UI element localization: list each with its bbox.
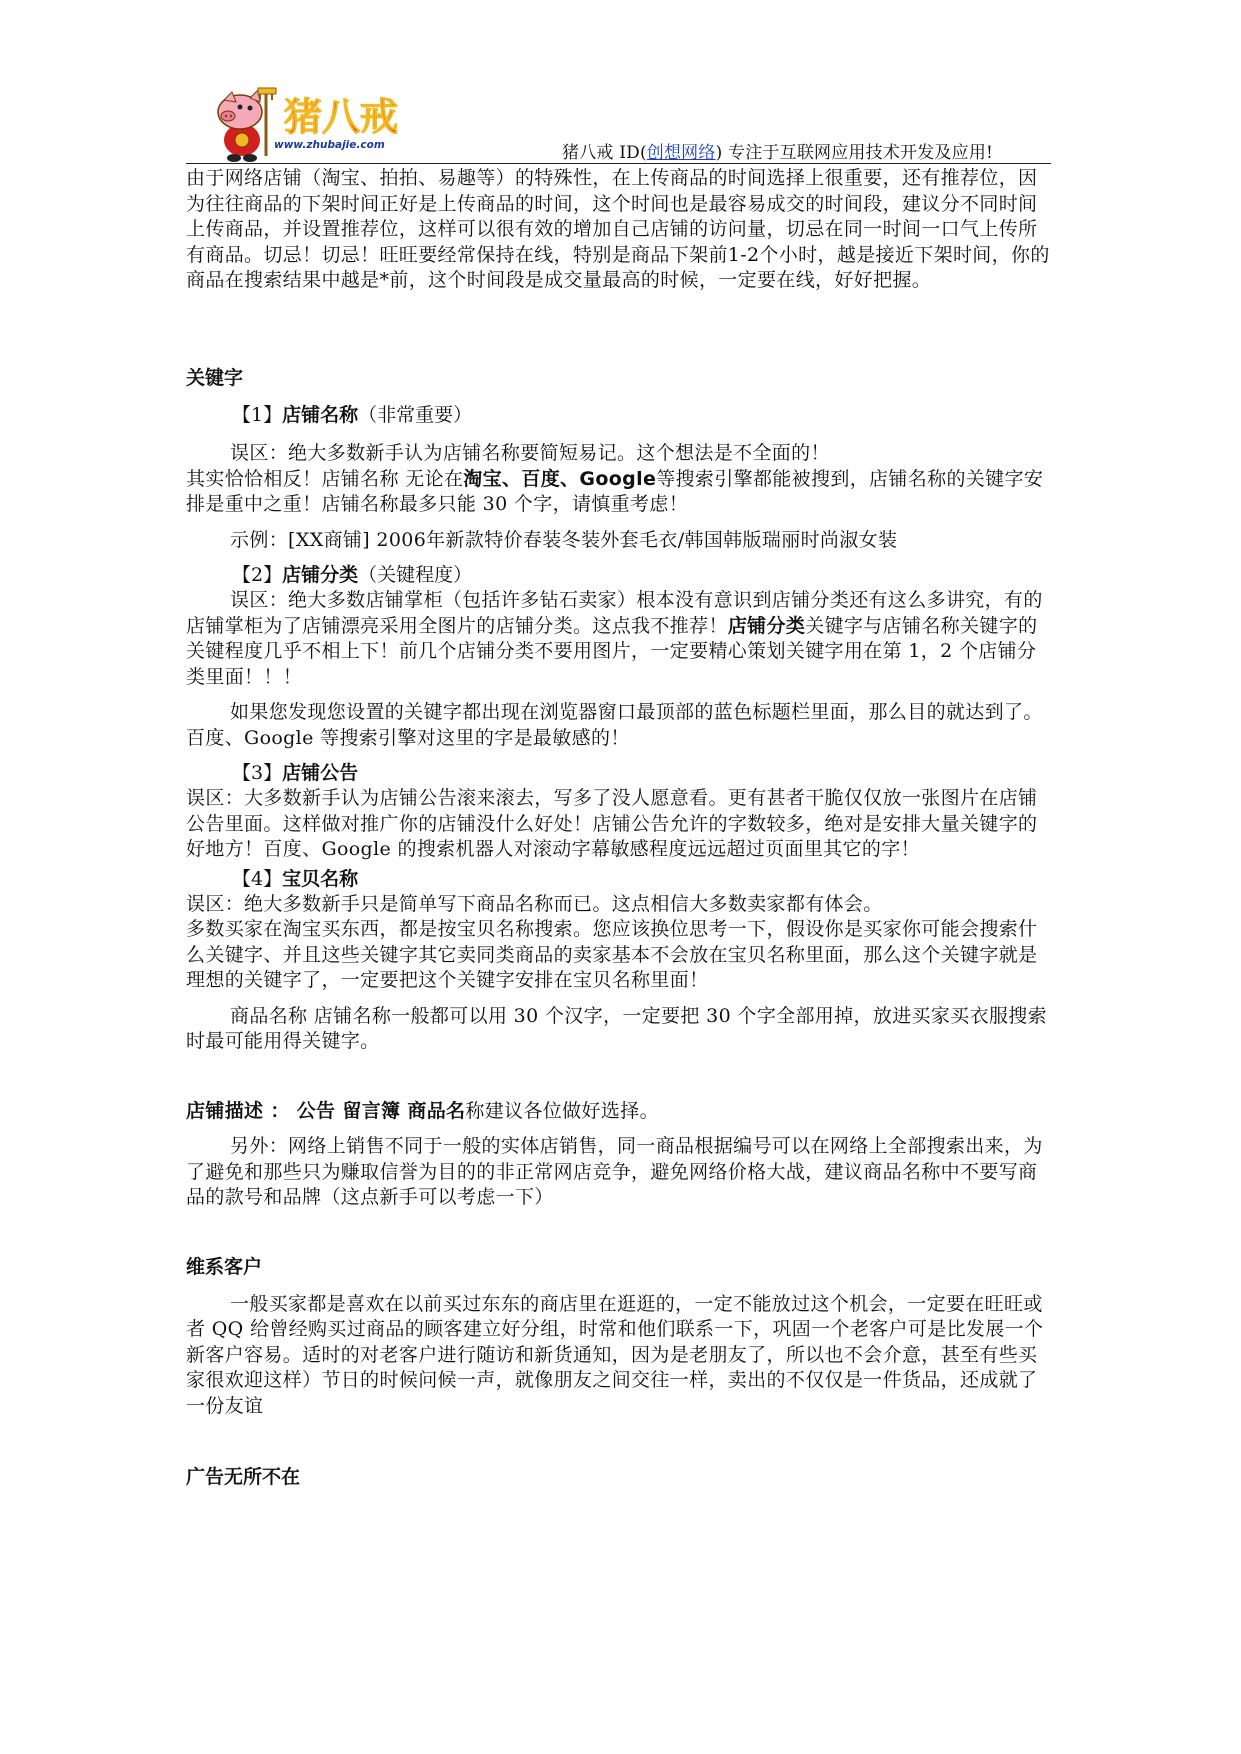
header-divider (186, 163, 1051, 164)
document-body (186, 166, 1051, 1490)
keywords-section-4-title: 【4】宝贝名称 (232, 867, 359, 890)
store-description-paragraph: 另外：网络上销售不同于一般的实体店销售，同一商品根据编号可以在网络上全部搜索出来，为了避免和那些只为赚取信誉为目的的非正常网店竞争，避免网络价格大战，建议商品名称中不要写商品的款号和品牌（这点新手可以考虑一下） (186, 1135, 1043, 1208)
logo-text: 猪八戒 (284, 95, 399, 139)
keywords-s1-p2: 其实恰恰相反！店铺名称 无论在淘宝、百度、Google等搜索引擎都能被搜到，店铺名称的关键字安排是重中之重！店铺名称最多只能 30 个字，请慎重考虑！ (186, 467, 1044, 515)
intro-paragraph: 由于网络店铺（淘宝、拍拍、易趣等）的特殊性，在上传商品的时间选择上很重要，还有推荐位，因为往往商品的下架时间正好是上传商品的时间，这个时间也是最容易成交的时间段，建议分不同时间上传商品，并设置推荐位，这样可以很有效的增加自己店铺的访问量，切忌在同一时间一口气上传所有商品。切忌！切忌！旺旺要经常保持在线，特别是商品下架前1-2个小时，越是接近下架时间，你的商品在搜索结果中越是*前，这个时间段是成交量最高的时候，一定要在线，好好把握。 (186, 167, 1050, 291)
header-tagline: 猪八戒 ID(创想网络) 专注于互联网应用技术开发及应用! (562, 143, 994, 163)
keywords-section-1-title: 【1】店铺名称（非常重要） (232, 404, 473, 426)
keywords-s2-p1: 误区：绝大多数店铺掌柜（包括许多钻石卖家）根本没有意识到店铺分类还有这么多讲究，有的店铺掌柜为了店铺漂亮采用全图片的店铺分类。这点我不推荐！店铺分类关键字与店铺名称关键字的关键程度几乎不相上下！前几个店铺分类不要用图片，一定要精心策划关键字用在第 1，2 个店铺分类里面！！！ (186, 589, 1043, 688)
heading-ads: 广告无所不在 (186, 1466, 301, 1488)
keywords-s1-p1: 误区：绝大多数新手认为店铺名称要简短易记。这个想法是不全面的！ (230, 442, 830, 464)
keywords-s3-p1: 误区：大多数新手认为店铺公告滚来滚去，写多了没人愿意看。更有甚者干脆仅仅放一张图片在店铺公告里面。这样做对推广你的店铺没什么好处！店铺公告允许的字数较多，绝对是安排大量关键字的好地方！百度、Google 的搜索机器人对滚动字幕敏感程度远远超过页面里其它的字！ (186, 787, 1038, 860)
heading-customers: 维系客户 (186, 1255, 263, 1278)
keywords-s4-p1: 误区：绝大多数新手只是简单写下商品名称而已。这点相信大多数卖家都有体会。 (186, 892, 883, 915)
store-description-line: 店铺描述 ： 公告 留言簿 商品名称建议各位做好选择。 (186, 1099, 659, 1122)
logo-url: www.zhubajie.com (274, 139, 385, 151)
keywords-s4-p3: 商品名称 店铺名称一般都可以用 30 个汉字，一定要把 30 个字全部用掉，放进买家买衣服搜索时最可能用得关键字。 (186, 1004, 1048, 1052)
keywords-section-2-title: 【2】店铺分类（关键程度） (232, 564, 473, 586)
customers-paragraph: 一般买家都是喜欢在以前买过东东的商店里在逛逛的，一定不能放过这个机会，一定要在旺旺或者 QQ 给曾经购买过商品的顾客建立好分组，时常和他们联系一下，巩固一个老客户可是比发展一个新客户容易。适时的对老客户进行随访和新货通知，因为是老朋友了，所以也不会介意，甚至有些买家很欢迎这样）节日的时候问候一声，就像朋友之间交往一样，卖出的不仅仅是一件货品，还成就了一份友谊 (186, 1292, 1044, 1417)
keywords-s4-p2: 多数买家在淘宝买东西，都是按宝贝名称搜索。您应该换位思考一下，假设你是买家你可能会搜索什么关键字、并且这些关键字其它卖同类商品的卖家基本不会放在宝贝名称里面，那么这个关键字就是理想的关键字了，一定要把这个关键字安排在宝贝名称里面！ (186, 918, 1038, 991)
keywords-s2-p2: 如果您发现您设置的关键字都出现在浏览器窗口最顶部的蓝色标题栏里面，那么目的就达到了。百度、Google 等搜索引擎对这里的字是最敏感的！ (186, 701, 1043, 749)
zhubajie-logo[interactable] (200, 82, 430, 164)
keywords-section-3-title: 【3】店铺公告 (232, 762, 359, 784)
heading-keywords: 关键字 (186, 367, 244, 389)
keywords-s1-example: 示例：[XX商铺] 2006年新款特价春装冬装外套毛衣/韩国韩版瑞丽时尚淑女装 (230, 528, 898, 551)
header-link[interactable]: 创想网络 (646, 143, 716, 163)
pig-mascot-icon (200, 82, 430, 164)
